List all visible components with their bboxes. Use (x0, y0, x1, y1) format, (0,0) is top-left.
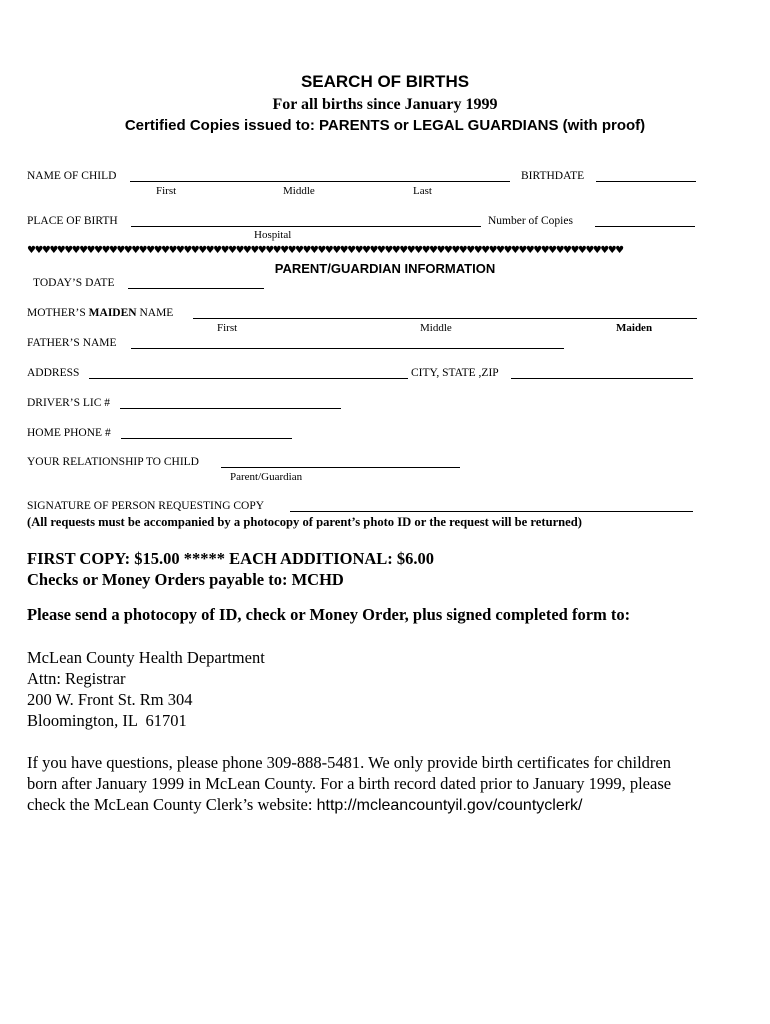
drivers-lic-field[interactable] (120, 408, 341, 409)
home-phone-field[interactable] (121, 438, 292, 439)
form-title: SEARCH OF BIRTHS (300, 72, 470, 91)
photo-id-notice: (All requests must be accompanied by a photocopy of parent’s photo ID or the request will be returned) (27, 515, 582, 529)
home-phone-label: HOME PHONE # (27, 427, 111, 439)
county-clerk-link[interactable]: http://mcleancountyil.gov/countyclerk/ (316, 797, 583, 814)
mothers-maiden-name-label: MOTHER’S MAIDEN NAME (27, 307, 174, 319)
birthdate-field[interactable] (596, 181, 696, 182)
issued-to-notice: Certified Copies issued to: PARENTS or LEGAL GUARDIANS (with proof) (124, 117, 646, 134)
drivers-lic-label: DRIVER’S LIC # (27, 397, 111, 409)
place-of-birth-label: PLACE OF BIRTH (27, 215, 118, 227)
questions-line-1: If you have questions, please phone 309-888-5481. We only provide birth certificates for children (27, 753, 671, 772)
form-subtitle: For all births since January 1999 (272, 96, 498, 113)
number-of-copies-label: Number of Copies (488, 215, 573, 227)
signature-field[interactable] (290, 511, 693, 512)
birthdate-label: BIRTHDATE (521, 170, 585, 182)
number-of-copies-field[interactable] (595, 226, 695, 227)
name-first-caption: First (156, 185, 177, 197)
fee-line: FIRST COPY: $15.00 ***** EACH ADDITIONAL: $6.00 (27, 549, 435, 568)
relationship-label: YOUR RELATIONSHIP TO CHILD (27, 456, 199, 468)
questions-line-3-text: check the McLean County Clerk’s website: (27, 795, 317, 814)
city-state-zip-label: CITY, STATE ,ZIP (411, 367, 499, 379)
name-last-caption: Last (413, 185, 432, 197)
fathers-name-label: FATHER’S NAME (27, 337, 117, 349)
place-of-birth-field[interactable] (131, 226, 481, 227)
mailing-address-line-2: Attn: Registrar (27, 669, 126, 688)
mother-middle-caption: Middle (420, 322, 452, 334)
payable-to-line: Checks or Money Orders payable to: MCHD (27, 570, 344, 589)
mother-maiden-caption: Maiden (616, 322, 653, 334)
hearts-divider: ♥♥♥♥♥♥♥♥♥♥♥♥♥♥♥♥♥♥♥♥♥♥♥♥♥♥♥♥♥♥♥♥♥♥♥♥♥♥♥♥♥♥♥♥♥♥♥♥♥♥♥♥♥♥♥♥♥♥♥♥♥♥♥♥♥♥♥♥♥♥♥♥♥♥♥♥♥♥♥♥ (27, 245, 623, 256)
questions-line-3 (27, 794, 583, 816)
mothers-maiden-name-field[interactable] (193, 318, 697, 319)
hospital-caption: Hospital (254, 229, 292, 241)
questions-line-2: born after January 1999 in McLean County. For a birth record dated prior to January 1999, please (27, 774, 672, 793)
parent-guardian-caption: Parent/Guardian (230, 471, 303, 483)
mother-first-caption: First (217, 322, 238, 334)
address-label: ADDRESS (27, 367, 80, 379)
todays-date-field[interactable] (128, 288, 264, 289)
signature-label: SIGNATURE OF PERSON REQUESTING COPY (27, 500, 265, 512)
address-field[interactable] (89, 378, 408, 379)
send-instructions: Please send a photocopy of ID, check or Money Order, plus signed completed form to: (27, 605, 631, 624)
fathers-name-field[interactable] (131, 348, 564, 349)
name-of-child-field[interactable] (130, 181, 510, 182)
mailing-address-line-3: 200 W. Front St. Rm 304 (27, 690, 193, 709)
name-middle-caption: Middle (283, 185, 315, 197)
name-of-child-label: NAME OF CHILD (27, 170, 117, 182)
mailing-address-line-1: McLean County Health Department (27, 648, 265, 667)
mailing-address-line-4: Bloomington, IL 61701 (27, 711, 187, 730)
parent-guardian-heading: PARENT/GUARDIAN INFORMATION (274, 261, 496, 276)
city-state-zip-field[interactable] (511, 378, 693, 379)
todays-date-label: TODAY’S DATE (33, 277, 115, 289)
relationship-field[interactable] (221, 467, 460, 468)
